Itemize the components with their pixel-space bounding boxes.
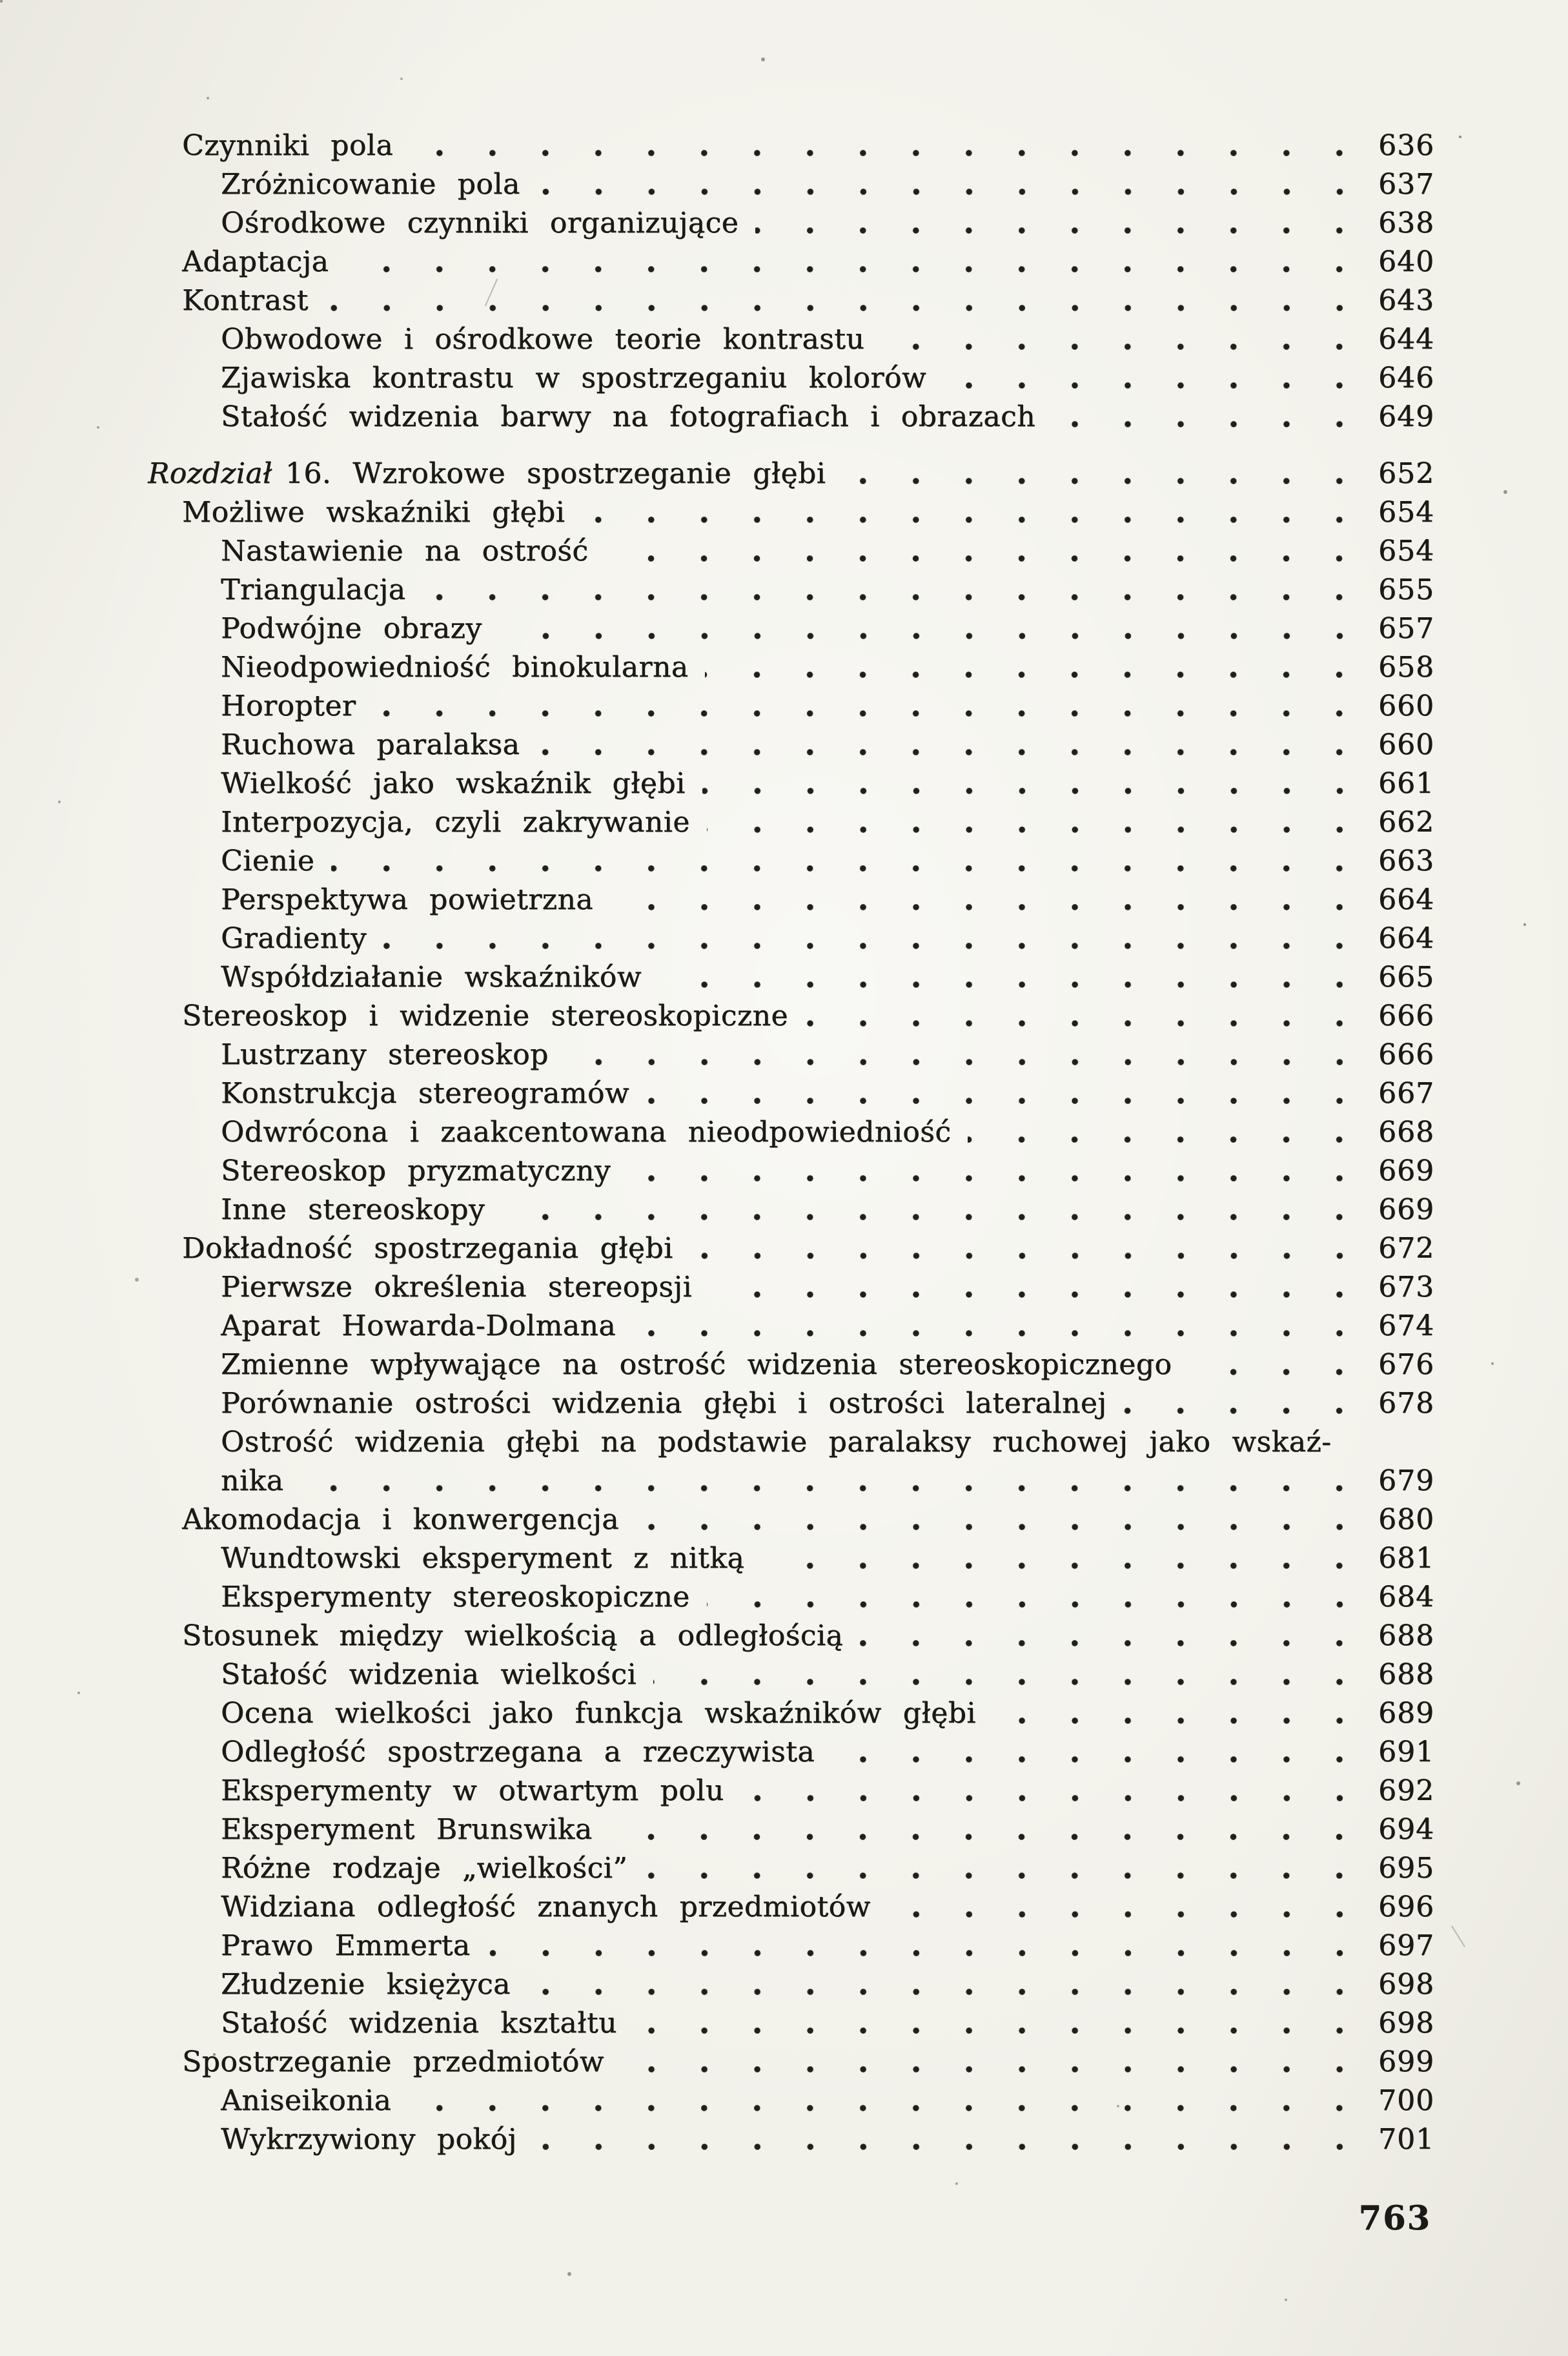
toc-entry bbox=[148, 1307, 1434, 1346]
toc-entry-page-number: 673 bbox=[1378, 1271, 1434, 1304]
toc-entry-label: Aniseikonia bbox=[221, 2084, 392, 2117]
dot-leader bbox=[636, 1501, 1367, 1539]
toc-entry-page-number: 667 bbox=[1378, 1077, 1434, 1110]
toc-entry bbox=[148, 726, 1434, 764]
toc-entry-page-number: 663 bbox=[1378, 845, 1434, 877]
toc-entry bbox=[148, 919, 1434, 958]
toc-entry-label: Ostrość widzenia głębi na podstawie paralaksy ruchowej jako wskaź- bbox=[221, 1426, 1332, 1459]
toc-entry bbox=[148, 1036, 1434, 1074]
dot-leader bbox=[860, 1617, 1367, 1655]
toc-entry-page-number: 688 bbox=[1378, 1658, 1434, 1691]
dot-leader bbox=[627, 1152, 1367, 1191]
toc-entry-page-number: 660 bbox=[1378, 728, 1434, 761]
toc-entry-page-number: 668 bbox=[1378, 1116, 1434, 1149]
toc-entry-page-number: 660 bbox=[1378, 690, 1434, 722]
toc-entry-label: Konstrukcja stereogramów bbox=[221, 1077, 629, 1110]
toc-entry-label: Interpozycja, czyli zakrywanie bbox=[221, 806, 690, 839]
toc-entry-label: Odległość spostrzegana a rzeczywista bbox=[221, 1736, 815, 1768]
toc-entry-page-number: 666 bbox=[1378, 1038, 1434, 1071]
toc-entry-page-number: 697 bbox=[1378, 1929, 1434, 1962]
toc-entry bbox=[148, 2043, 1434, 2082]
toc-entry-label: Gradienty bbox=[221, 922, 367, 955]
toc-entry bbox=[148, 204, 1434, 243]
toc-entry-label: Spostrzeganie przedmiotów bbox=[182, 2045, 604, 2078]
toc-entry-label: Triangulacja bbox=[221, 573, 406, 606]
dot-leader bbox=[325, 282, 1367, 320]
toc-entry bbox=[148, 1384, 1434, 1423]
dot-leader bbox=[300, 1462, 1367, 1501]
toc-entry bbox=[148, 571, 1434, 609]
toc-entry-page-number: 657 bbox=[1378, 612, 1434, 645]
dot-leader bbox=[881, 320, 1367, 359]
dot-leader bbox=[633, 1307, 1367, 1346]
toc-entry-page-number: 680 bbox=[1378, 1503, 1434, 1536]
toc-entry-label: Prawo Emmerta bbox=[221, 1929, 471, 1962]
toc-entry-page-number: 665 bbox=[1378, 961, 1434, 994]
toc-entry-page-number: 636 bbox=[1378, 129, 1434, 162]
toc-entry-label: Zmienne wpływające na ostrość widzenia stereoskopicznego bbox=[221, 1348, 1172, 1381]
toc-entry-label: Współdziałanie wskaźników bbox=[221, 961, 642, 994]
toc-entry bbox=[148, 1578, 1434, 1617]
dot-leader bbox=[383, 919, 1367, 958]
dot-leader bbox=[487, 1927, 1367, 1965]
toc-entry-label: Eksperyment Brunswika bbox=[221, 1813, 593, 1846]
toc-entry bbox=[148, 1694, 1434, 1733]
toc-entry bbox=[148, 1501, 1434, 1539]
toc-entry bbox=[148, 842, 1434, 881]
toc-entry-page-number: 652 bbox=[1378, 457, 1434, 490]
dot-leader bbox=[658, 958, 1367, 997]
toc-entry-page-number: 655 bbox=[1378, 573, 1434, 606]
toc-entry-page-number: 661 bbox=[1378, 767, 1434, 800]
toc-entry-page-number: 691 bbox=[1378, 1736, 1434, 1768]
toc-entry-label: Porównanie ostrości widzenia głębi i ostrości lateralnej bbox=[221, 1387, 1107, 1420]
toc-entry-page-number: 684 bbox=[1378, 1581, 1434, 1613]
toc-entry-label: Wundtowski eksperyment z nitką bbox=[221, 1542, 745, 1575]
dot-leader bbox=[707, 803, 1367, 842]
dot-leader bbox=[943, 359, 1367, 398]
toc-entry-label: Aparat Howarda-Dolmana bbox=[221, 1309, 616, 1342]
dot-leader bbox=[707, 1578, 1367, 1617]
toc-entry-page-number: 662 bbox=[1378, 806, 1434, 839]
dot-leader bbox=[582, 493, 1367, 532]
dot-leader bbox=[502, 1191, 1367, 1229]
toc-entry-label: Stereoskop pryzmatyczny bbox=[221, 1154, 611, 1187]
toc-entry bbox=[148, 1617, 1434, 1655]
toc-entry bbox=[148, 997, 1434, 1036]
toc-entry-label: Różne rodzaje „wielkości” bbox=[221, 1852, 628, 1885]
toc-entry bbox=[148, 687, 1434, 726]
toc-entry bbox=[148, 1462, 1434, 1501]
dot-leader bbox=[702, 764, 1367, 803]
toc-entry-page-number: 664 bbox=[1378, 922, 1434, 955]
dot-leader bbox=[537, 165, 1367, 204]
toc-entry-label: 16. Wzrokowe spostrzeganie głębi bbox=[285, 457, 826, 490]
toc-entry bbox=[148, 1229, 1434, 1268]
toc-entry-page-number: 654 bbox=[1378, 535, 1434, 568]
dot-leader bbox=[422, 571, 1367, 609]
dot-leader bbox=[842, 455, 1367, 493]
toc-entry-page-number: 640 bbox=[1378, 245, 1434, 278]
toc-entry bbox=[148, 1346, 1434, 1384]
dot-leader bbox=[621, 2043, 1367, 2082]
toc-entry-label: Nieodpowiedniość binokularna bbox=[221, 651, 689, 684]
toc-entry bbox=[148, 398, 1434, 436]
dot-leader bbox=[805, 997, 1367, 1036]
toc-entry bbox=[148, 1074, 1434, 1113]
toc-entry-page-number: 654 bbox=[1378, 496, 1434, 529]
toc-entry-label: Czynniki pola bbox=[182, 129, 394, 162]
toc-entry bbox=[148, 2120, 1434, 2159]
toc-entry bbox=[148, 455, 1434, 493]
toc-entry bbox=[148, 1191, 1434, 1229]
toc-entry bbox=[148, 532, 1434, 571]
toc-entry-label: Widziana odległość znanych przedmiotów bbox=[221, 1890, 871, 1923]
toc-entry bbox=[148, 803, 1434, 842]
toc-entry-page-number: 669 bbox=[1378, 1193, 1434, 1226]
toc-entry-label: Ośrodkowe czynniki organizujące bbox=[221, 207, 739, 240]
toc-entry-label: Cienie bbox=[221, 845, 315, 877]
toc-entry-page-number: 698 bbox=[1378, 1968, 1434, 2001]
toc-entry bbox=[148, 1268, 1434, 1307]
toc-entry bbox=[148, 1733, 1434, 1772]
dot-leader bbox=[536, 726, 1367, 764]
toc-entry-page-number: 678 bbox=[1378, 1387, 1434, 1420]
toc-entry bbox=[148, 1927, 1434, 1965]
toc-entry-label: Ocena wielkości jako funkcja wskaźników głębi bbox=[221, 1697, 976, 1730]
dot-leader bbox=[1188, 1346, 1367, 1384]
toc-entry-label: Podwójne obrazy bbox=[221, 612, 482, 645]
toc-entry bbox=[148, 243, 1434, 282]
toc-entry-label: Stosunek między wielkością a odległością bbox=[182, 1619, 844, 1652]
toc-entry-label: Stałość widzenia wielkości bbox=[221, 1658, 637, 1691]
toc-entry bbox=[148, 1113, 1434, 1152]
toc-entry-label: Eksperymenty w otwartym polu bbox=[221, 1774, 724, 1807]
toc-entry-page-number: 674 bbox=[1378, 1309, 1434, 1342]
toc-entry bbox=[148, 1810, 1434, 1849]
toc-entry bbox=[148, 1539, 1434, 1578]
toc-entry-label: Możliwe wskaźniki głębi bbox=[182, 496, 565, 529]
toc-entry-label: Wykrzywiony pokój bbox=[221, 2123, 517, 2156]
toc-entry-page-number: 688 bbox=[1378, 1619, 1434, 1652]
toc-entry-page-number: 689 bbox=[1378, 1697, 1434, 1730]
toc-entry-page-number: 664 bbox=[1378, 883, 1434, 916]
toc-entry-label: Lustrzany stereoskop bbox=[221, 1038, 549, 1071]
toc-entry bbox=[148, 165, 1434, 204]
toc-entry bbox=[148, 493, 1434, 532]
dot-leader bbox=[1348, 1423, 1367, 1462]
toc-entry-label: Nastawienie na ostrość bbox=[221, 535, 589, 568]
toc-entry-page-number: 692 bbox=[1378, 1774, 1434, 1807]
toc-entry-page-number: 679 bbox=[1378, 1464, 1434, 1497]
toc-entry bbox=[148, 1772, 1434, 1810]
dot-leader bbox=[534, 2120, 1367, 2159]
toc-entry-label: Akomodacja i konwergencja bbox=[182, 1503, 619, 1536]
toc-entry-page-number: 669 bbox=[1378, 1154, 1434, 1187]
toc-entry-page-number: 700 bbox=[1378, 2084, 1434, 2117]
dot-leader bbox=[968, 1113, 1367, 1152]
toc-entry-page-number: 695 bbox=[1378, 1852, 1434, 1885]
dot-leader bbox=[709, 1268, 1367, 1307]
dot-leader bbox=[653, 1655, 1367, 1694]
toc-entry bbox=[148, 881, 1434, 919]
toc-entry-label: Złudzenie księżyca bbox=[221, 1968, 511, 2001]
dot-leader bbox=[831, 1733, 1367, 1772]
dot-leader bbox=[605, 532, 1367, 571]
toc-entry-page-number bbox=[1376, 1423, 1434, 1462]
toc-entry-page-number: 701 bbox=[1378, 2123, 1434, 2156]
toc-entry-page-number: 649 bbox=[1378, 400, 1434, 433]
toc-entry-page-number: 666 bbox=[1378, 999, 1434, 1032]
toc-entry bbox=[148, 359, 1434, 398]
toc-entry-page-number: 699 bbox=[1378, 2045, 1434, 2078]
dot-leader bbox=[993, 1694, 1367, 1733]
dot-leader bbox=[331, 842, 1367, 881]
toc-entry-page-number: 672 bbox=[1378, 1232, 1434, 1265]
dot-leader bbox=[372, 687, 1367, 726]
toc-entry-page-number: 644 bbox=[1378, 323, 1434, 356]
table-of-contents bbox=[148, 127, 1434, 2159]
dot-leader bbox=[888, 1888, 1367, 1927]
toc-entry bbox=[148, 1849, 1434, 1888]
toc-entry bbox=[148, 1423, 1434, 1462]
toc-entry bbox=[148, 2082, 1434, 2120]
toc-entry-label: Zjawiska kontrastu w spostrzeganiu kolorów bbox=[221, 362, 927, 394]
toc-entry bbox=[148, 320, 1434, 359]
dot-leader bbox=[527, 1965, 1367, 2004]
dot-leader bbox=[1123, 1384, 1367, 1423]
toc-entry-label: nika bbox=[221, 1464, 284, 1497]
toc-entry-page-number: 676 bbox=[1378, 1348, 1434, 1381]
dot-leader bbox=[644, 1849, 1367, 1888]
toc-entry-label: Perspektywa powietrzna bbox=[221, 883, 593, 916]
scan-dust-speckles bbox=[0, 0, 3, 3]
dot-leader bbox=[410, 127, 1367, 165]
dot-leader bbox=[345, 243, 1367, 282]
toc-entry-page-number: 698 bbox=[1378, 2007, 1434, 2040]
dot-leader bbox=[705, 648, 1367, 687]
toc-entry-label: Stałość widzenia kształtu bbox=[221, 2007, 617, 2040]
toc-entry bbox=[148, 1888, 1434, 1927]
toc-entry-label: Wielkość jako wskaźnik głębi bbox=[221, 767, 686, 800]
toc-entry bbox=[148, 1965, 1434, 2004]
dot-leader bbox=[1052, 398, 1367, 436]
toc-entry-label: Pierwsze określenia stereopsji bbox=[221, 1271, 693, 1304]
dot-leader bbox=[499, 609, 1367, 648]
dot-leader bbox=[741, 1772, 1367, 1810]
toc-entry-page-number: 643 bbox=[1378, 284, 1434, 317]
toc-entry-label: Zróżnicowanie pola bbox=[221, 168, 520, 201]
toc-entry bbox=[148, 609, 1434, 648]
toc-entry-page-number: 646 bbox=[1378, 362, 1434, 394]
dot-leader bbox=[690, 1229, 1367, 1268]
dot-leader bbox=[408, 2082, 1367, 2120]
toc-entry-label: Eksperymenty stereoskopiczne bbox=[221, 1581, 690, 1613]
toc-entry-label: Adaptacja bbox=[182, 245, 329, 278]
chapter-prefix: Rozdział bbox=[148, 457, 272, 490]
toc-entry-label: Inne stereoskopy bbox=[221, 1193, 485, 1226]
toc-entry-label: Kontrast bbox=[182, 284, 309, 317]
dot-leader bbox=[755, 204, 1367, 243]
dot-leader bbox=[646, 1074, 1367, 1113]
dot-leader bbox=[761, 1539, 1367, 1578]
toc-entry-page-number: 694 bbox=[1378, 1813, 1434, 1846]
toc-entry bbox=[148, 282, 1434, 320]
toc-entry bbox=[148, 2004, 1434, 2043]
toc-entry bbox=[148, 1655, 1434, 1694]
dot-leader bbox=[609, 1810, 1367, 1849]
toc-entry-label: Obwodowe i ośrodkowe teorie kontrastu bbox=[221, 323, 865, 356]
scan-scratch bbox=[1451, 1925, 1465, 1947]
dot-leader bbox=[634, 2004, 1367, 2043]
toc-entry bbox=[148, 958, 1434, 997]
page-number-footer: 763 bbox=[1358, 2199, 1431, 2238]
toc-entry-page-number: 681 bbox=[1378, 1542, 1434, 1575]
toc-entry bbox=[148, 1152, 1434, 1191]
toc-entry bbox=[148, 648, 1434, 687]
toc-entry-label: Horopter bbox=[221, 690, 356, 722]
dot-leader bbox=[565, 1036, 1367, 1074]
toc-entry-label: Stereoskop i widzenie stereoskopiczne bbox=[182, 999, 788, 1032]
toc-entry bbox=[148, 764, 1434, 803]
dot-leader bbox=[610, 881, 1367, 919]
toc-entry-page-number: 696 bbox=[1378, 1890, 1434, 1923]
toc-entry bbox=[148, 127, 1434, 165]
toc-entry-label: Odwrócona i zaakcentowana nieodpowiedniość bbox=[221, 1116, 952, 1149]
toc-entry-page-number: 637 bbox=[1378, 168, 1434, 201]
toc-entry-label: Ruchowa paralaksa bbox=[221, 728, 520, 761]
toc-entry-label: Stałość widzenia barwy na fotografiach i obrazach bbox=[221, 400, 1035, 433]
toc-entry-page-number: 638 bbox=[1378, 207, 1434, 240]
toc-entry-label: Dokładność spostrzegania głębi bbox=[182, 1232, 673, 1265]
toc-entry-page-number: 658 bbox=[1378, 651, 1434, 684]
